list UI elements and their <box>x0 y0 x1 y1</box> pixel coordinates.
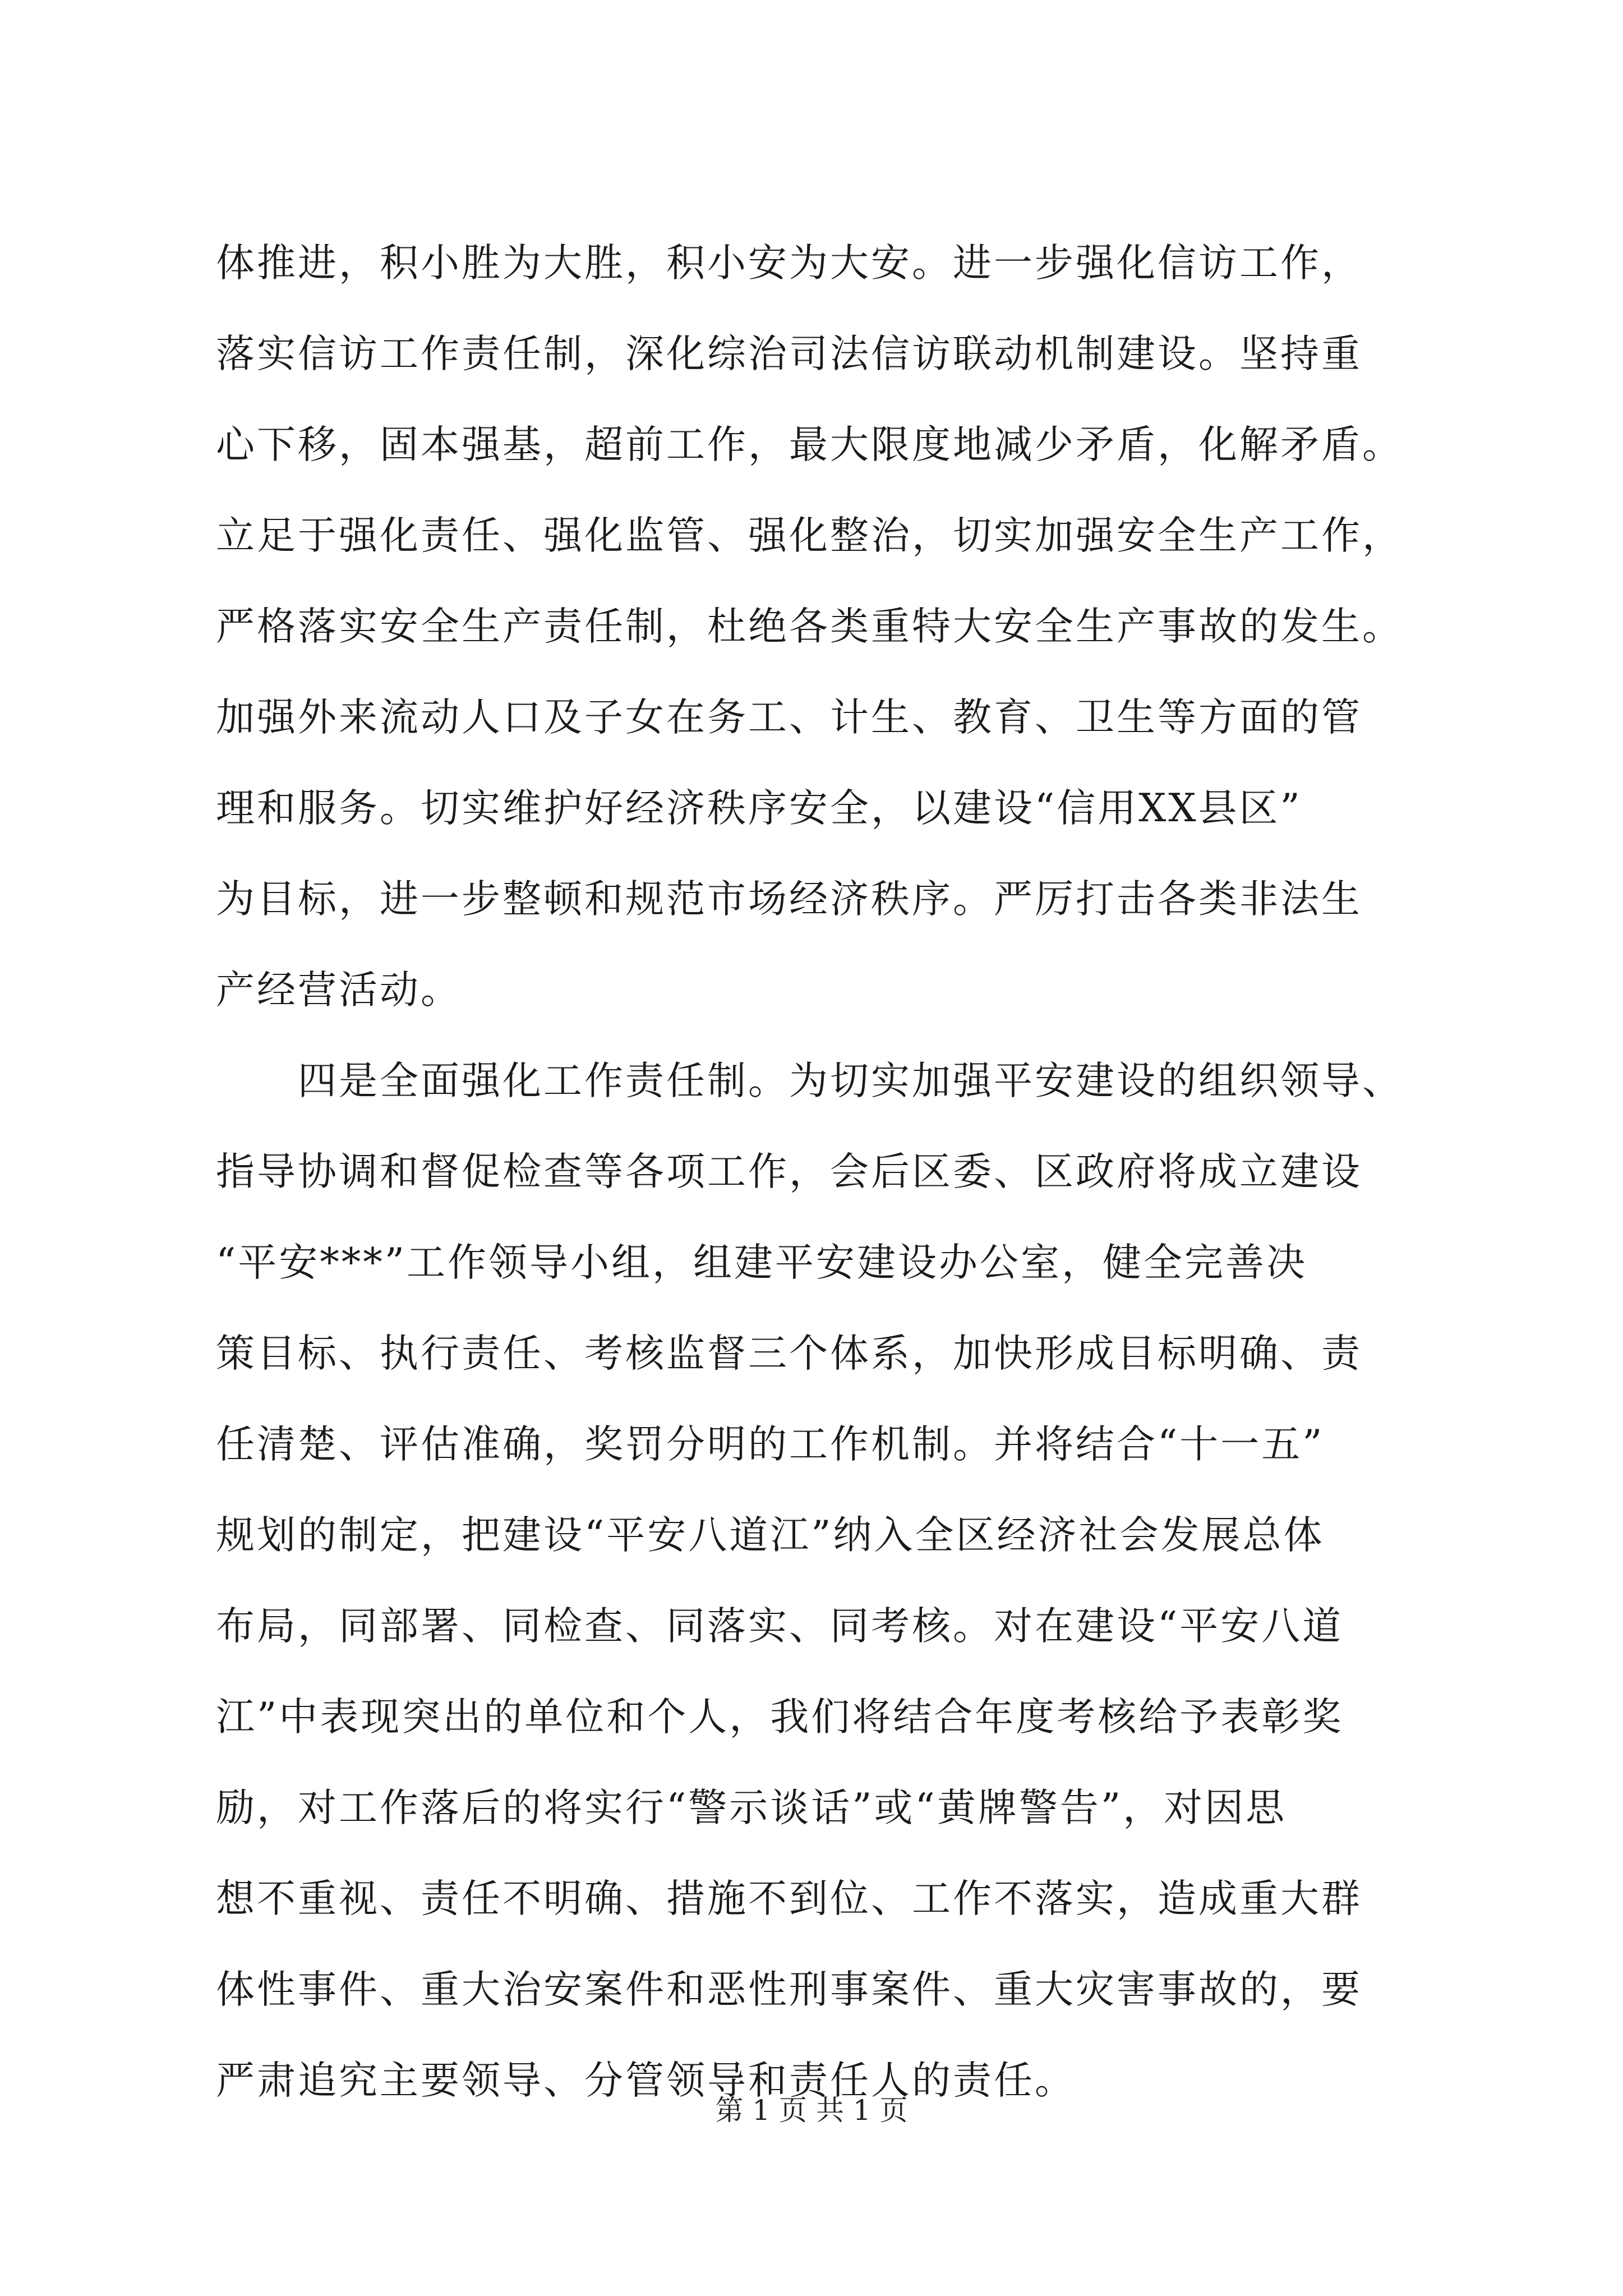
text-line: 布局，同部署、同检查、同落实、同考核。对在建设“平安八道 <box>216 1604 1344 1649</box>
paragraph-start-line: 四是全面强化工作责任制。为切实加强平安建设的组织领导、 <box>298 1059 1403 1103</box>
text-line: 严肃追究主要领导、分管领导和责任人的责任。 <box>216 2058 1076 2103</box>
text-line: 想不重视、责任不明确、措施不到位、工作不落实，造成重大群 <box>216 1876 1362 1921</box>
text-line: 任清楚、评估准确，奖罚分明的工作机制。并将结合“十一五” <box>216 1422 1325 1467</box>
text-line: 为目标，进一步整顿和规范市场经济秩序。严厉打击各类非法生 <box>216 877 1362 922</box>
text-line: 江”中表现突出的单位和个人，我们将结合年度考核给予表彰奖 <box>216 1695 1344 1740</box>
text-line: 励，对工作落后的将实行“警示谈话”或“黄牌警告”，对因思 <box>216 1786 1287 1830</box>
text-line: 立足于强化责任、强化监管、强化整治，切实加强安全生产工作， <box>216 513 1403 558</box>
text-line: 体性事件、重大治安案件和恶性刑事案件、重大灾害事故的，要 <box>216 1967 1362 2012</box>
text-line: 产经营活动。 <box>216 968 462 1013</box>
text-line: 规划的制定，把建设“平安八道江”纳入全区经济社会发展总体 <box>216 1513 1325 1558</box>
text-line: 加强外来流动人口及子女在务工、计生、教育、卫生等方面的管 <box>216 695 1362 740</box>
text-line: 落实信访工作责任制，深化综治司法信访联动机制建设。坚持重 <box>216 332 1362 376</box>
text-line: 心下移，固本强基，超前工作，最大限度地减少矛盾，化解矛盾。 <box>216 422 1403 467</box>
text-line: 策目标、执行责任、考核监督三个体系，加快形成目标明确、责 <box>216 1331 1362 1376</box>
text-line: 体推进，积小胜为大胜，积小安为大安。进一步强化信访工作， <box>216 241 1362 286</box>
text-line: 严格落实安全生产责任制，杜绝各类重特大安全生产事故的发生。 <box>216 604 1403 649</box>
page-footer: 第 1 页 共 1 页 <box>715 2094 908 2127</box>
text-line: 指导协调和督促检查等各项工作，会后区委、区政府将成立建设 <box>216 1149 1362 1194</box>
text-line: 理和服务。切实维护好经济秩序安全，以建设“信用XX县区” <box>216 786 1302 831</box>
document-body <box>216 218 1416 2126</box>
text-line: “平安***”工作领导小组，组建平安建设办公室，健全完善决 <box>216 1240 1308 1285</box>
